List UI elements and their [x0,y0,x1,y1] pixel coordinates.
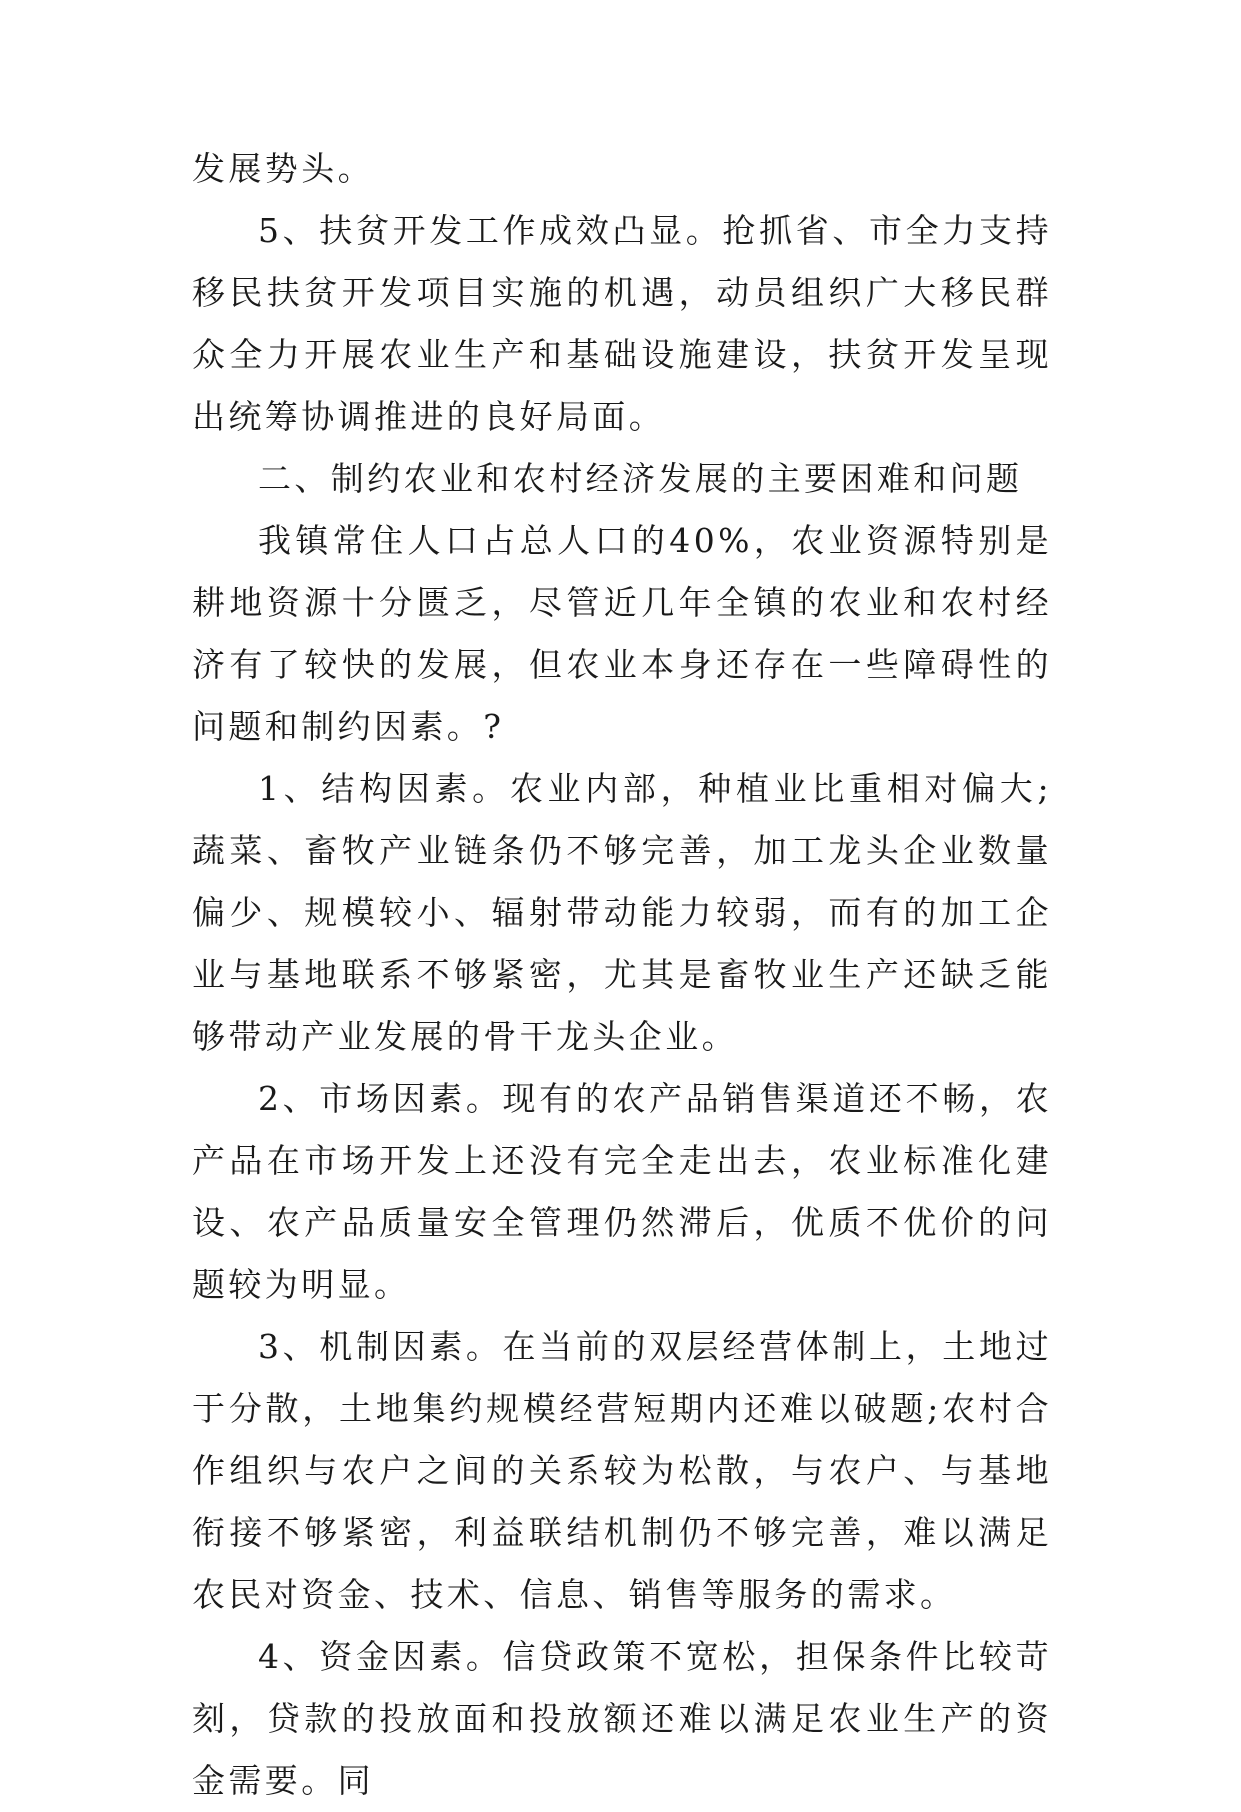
paragraph-item-3-mechanism: 3、机制因素。在当前的双层经营体制上，土地过于分散，土地集约规模经营短期内还难以破题;农村合作组织与农户之间的关系较为松散，与农户、与基地衔接不够紧密，利益联结机制仍不够完善，难以满足农民对资金、技术、信息、销售等服务的需求。 [192,1327,1052,1614]
section-heading-2: 二、制约农业和农村经济发展的主要困难和问题 [258,459,1023,498]
paragraph-continuation: 发展势头。 [192,149,374,188]
paragraph-item-1-structure: 1、结构因素。农业内部，种植业比重相对偏大;蔬菜、畜牧产业链条仍不够完善，加工龙头企业数量偏少、规模较小、辐射带动能力较弱，而有的加工企业与基地联系不够紧密，尤其是畜牧业生产还缺乏能够带动产业发展的骨干龙头企业。 [192,769,1052,1056]
body-text [192,138,1052,1812]
paragraph-item-2-market: 2、市场因素。现有的农产品销售渠道还不畅，农产品在市场开发上还没有完全走出去，农业标准化建设、农产品质量安全管理仍然滞后，优质不优价的问题较为明显。 [192,1079,1052,1304]
paragraph-item-4-funding: 4、资金因素。信贷政策不宽松，担保条件比较苛刻，贷款的投放面和投放额还难以满足农业生产的资金需要。同 [192,1637,1052,1800]
paragraph-population-resources: 我镇常住人口占总人口的40%，农业资源特别是耕地资源十分匮乏，尽管近几年全镇的农业和农村经济有了较快的发展，但农业本身还存在一些障碍性的问题和制约因素。? [192,521,1052,746]
paragraph-item-5-poverty-alleviation: 5、扶贫开发工作成效凸显。抢抓省、市全力支持移民扶贫开发项目实施的机遇，动员组织广大移民群众全力开展农业生产和基础设施建设，扶贫开发呈现出统筹协调推进的良好局面。 [192,211,1052,436]
